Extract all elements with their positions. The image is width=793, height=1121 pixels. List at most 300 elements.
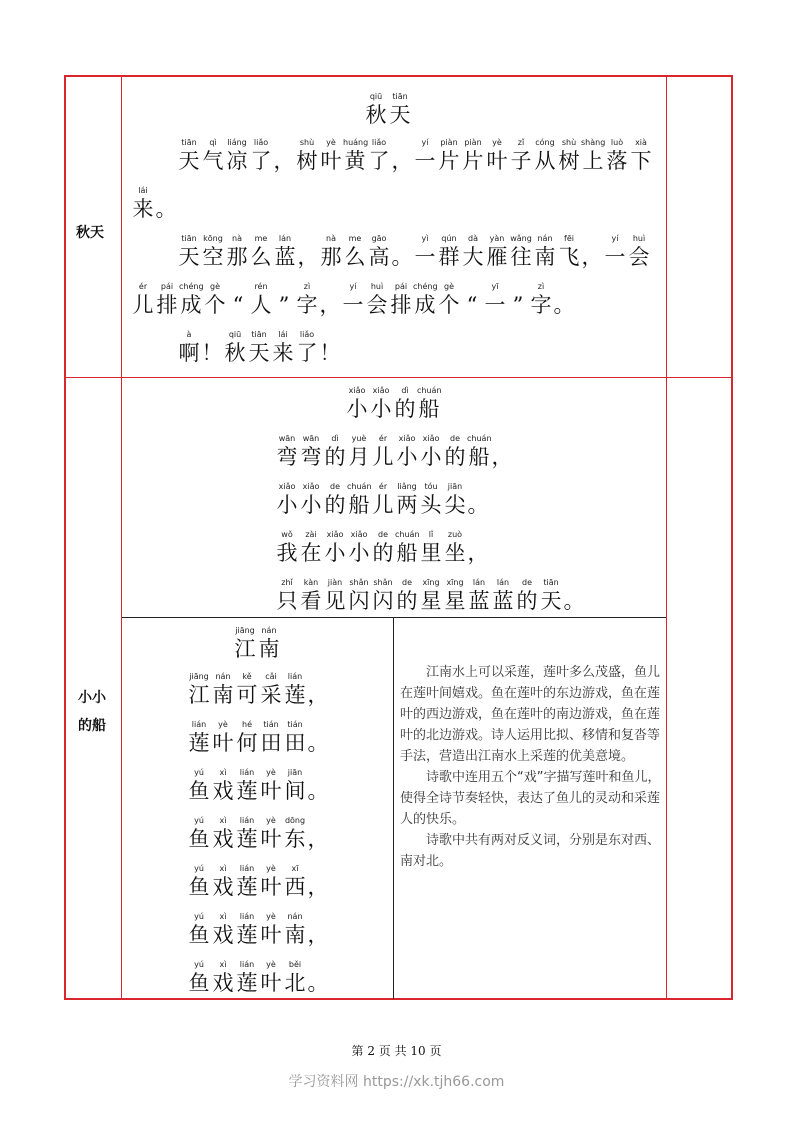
hanzi: 的 [444,445,466,469]
syllable [413,282,437,318]
pinyin: nà [326,234,336,243]
hanzi: 小 [370,397,392,421]
pinyin: ér [138,282,148,291]
syllable [437,138,461,174]
syllable [553,282,575,318]
pinyin: me [254,234,268,243]
hanzi: 群 [438,245,460,269]
pinyin: lián [239,864,255,873]
pinyin: liǎo [371,138,387,147]
syllable [201,234,225,270]
syllable [259,816,283,852]
pinyin: lián [191,720,207,729]
pinyin: yè [266,816,276,825]
syllable [249,234,273,270]
syllable [257,626,281,662]
jiangnan-line-4 [187,816,329,852]
pinyin: de [402,578,412,587]
hanzi: 戏 [212,827,234,851]
hanzi: 天 [178,245,200,269]
hanzi: 的 [394,397,416,421]
pinyin: gè [444,282,454,291]
pinyin: wǎng [510,234,532,243]
hanzi: 东 [284,827,306,851]
pinyin: tiān [181,234,197,243]
pinyin: yàn [489,234,505,243]
hanzi: 一 [484,293,506,317]
syllable [483,282,507,318]
description-paragraph-2: 诗歌中连用五个“戏”字描写莲叶和鱼儿，使得全诗节奏轻快，表达了鱼儿的灵动和采莲人的快乐。 [400,770,661,827]
syllable [233,626,257,662]
pinyin: zhǐ [281,578,293,587]
hanzi: 采 [260,683,282,707]
jiangnan-description [400,662,662,872]
pinyin: zì [303,282,311,291]
hanzi: 。 [553,293,575,317]
hanzi: 大 [462,245,484,269]
syllable [299,530,323,566]
hanzi: 莲 [236,923,258,947]
pinyin [467,482,489,492]
pinyin [553,282,575,292]
pinyin: yuè [351,434,367,443]
syllable [364,92,388,128]
hanzi: 片 [438,149,460,173]
pinyin: tiān [392,92,408,101]
pinyin: jiān [287,768,303,777]
pinyin: tián [287,720,303,729]
hanzi: 人 [250,293,272,317]
syllable [307,960,329,996]
pinyin: huáng [343,138,369,147]
pinyin [563,578,585,588]
pinyin: huì [632,234,646,243]
pinyin: ér [378,482,388,491]
syllable [307,672,329,708]
hanzi: 气 [202,149,224,173]
hanzi: 。 [467,493,489,517]
pinyin: tiān [543,578,559,587]
pinyin: qì [209,138,217,147]
pinyin: wān [302,434,320,443]
pinyin: lǐ [428,530,434,539]
pinyin [467,530,489,540]
hanzi: 弯 [300,445,322,469]
hanzi: 叶 [260,827,282,851]
pinyin: hé [242,720,252,729]
syllable [419,578,443,614]
syllable [419,530,443,566]
hanzi: 西 [284,875,306,899]
syllable [509,234,533,270]
syllable [391,234,413,270]
pinyin: lán [278,234,292,243]
syllable [539,578,563,614]
autumn-line-1 [177,138,653,174]
pinyin: lián [287,672,303,681]
pinyin: xiǎo [326,530,344,539]
syllable [515,578,539,614]
watermark-text: 学习资料网 https://xk.tjh66.com [288,1074,505,1090]
pinyin: nán [261,626,277,635]
hanzi: 南 [284,923,306,947]
hanzi: 戏 [212,923,234,947]
pinyin: yí [349,282,357,291]
hanzi: 鱼 [188,923,210,947]
syllable [467,434,491,470]
table-border-right [731,75,733,1000]
syllable [155,186,177,222]
pinyin: xì [219,912,227,921]
syllable [283,816,307,852]
syllable [235,816,259,852]
pinyin [581,234,603,244]
pinyin: shǎn [349,578,369,587]
syllable [437,234,461,270]
pinyin: gè [210,282,220,291]
syllable [283,912,307,948]
pinyin: wǒ [281,530,293,539]
syllable [413,138,437,174]
syllable [283,768,307,804]
syllable [283,720,307,756]
syllable [299,578,323,614]
hanzi: 。 [155,197,177,221]
hanzi: 的 [324,493,346,517]
hanzi: 我 [276,541,298,565]
hanzi: ， [307,875,329,899]
hanzi: 排 [156,293,178,317]
pinyin: xì [219,960,227,969]
hanzi: 啊 [178,341,200,365]
hanzi: 来 [272,341,294,365]
pinyin [155,186,177,196]
pinyin [307,864,329,874]
pinyin: piàn [440,138,458,147]
pinyin: kàn [303,578,319,587]
syllable [369,386,393,422]
jiangnan-line-7 [187,960,329,996]
pinyin: de [450,434,460,443]
pinyin: qiū [228,330,242,339]
hanzi: 弯 [276,445,298,469]
hanzi: ” [512,293,524,317]
hanzi: 尖 [444,493,466,517]
syllable [283,960,307,996]
pinyin: me [348,234,362,243]
syllable [131,282,155,318]
pinyin: chéng [413,282,438,291]
hanzi: ， [581,245,603,269]
syllable [443,530,467,566]
pinyin: yè [266,912,276,921]
pinyin: huì [370,282,384,291]
syllable [235,672,259,708]
inner-divider-horizontal [122,617,666,618]
jiangnan-title [233,626,281,662]
hanzi: ， [307,683,329,707]
syllable [283,672,307,708]
page-number: 第 2 页 共 10 页 [351,1044,442,1058]
hanzi: 下 [630,149,652,173]
autumn-line-2 [131,186,177,222]
jiangnan-line-6 [187,912,329,948]
hanzi: 看 [300,589,322,613]
table-divider-label-col [121,75,122,1000]
hanzi: 船 [348,493,370,517]
syllable [395,530,419,566]
jiangnan-line-1 [187,672,329,708]
pinyin: nà [232,234,242,243]
hanzi: 两 [396,493,418,517]
pinyin [507,282,529,292]
pinyin: dì [401,386,409,395]
hanzi: ” [278,293,290,317]
hanzi: ， [307,827,329,851]
syllable [419,434,443,470]
hanzi: 南 [534,245,556,269]
hanzi: ， [467,541,489,565]
pinyin: xī [291,864,299,873]
syllable [275,578,299,614]
hanzi: 田 [284,731,306,755]
syllable [393,386,417,422]
hanzi: 头 [420,493,442,517]
table-divider-row [64,377,733,378]
hanzi: 儿 [132,293,154,317]
hanzi: 小 [348,541,370,565]
syllable [461,282,483,318]
pinyin: shù [299,138,315,147]
pinyin: yī [491,282,499,291]
hanzi: 叶 [212,731,234,755]
pinyin: jiāng [235,626,255,635]
pinyin: xiǎo [302,482,320,491]
hanzi: ， [307,923,329,947]
pinyin: xiǎo [372,386,390,395]
syllable [529,282,553,318]
pinyin: xì [219,816,227,825]
hanzi: 叶 [260,923,282,947]
autumn-title [364,92,412,128]
hanzi: 一 [414,149,436,173]
hanzi: 戏 [212,875,234,899]
pinyin [307,720,329,730]
pinyin [307,672,329,682]
pinyin: xì [219,864,227,873]
syllable [389,282,413,318]
syllable [605,138,629,174]
hanzi: 船 [396,541,418,565]
hanzi: 一 [414,245,436,269]
hanzi: 凉 [226,149,248,173]
hanzi: 星 [444,589,466,613]
hanzi: 。 [391,245,413,269]
description-paragraph-1: 江南水上可以采莲，莲叶多么茂盛，鱼儿在莲叶间嬉戏。鱼在莲叶的东边游戏，鱼在莲叶的西边游戏，鱼在莲叶的南边游戏，鱼在莲叶的北边游戏。诗人运用比拟、移情和复沓等手法，营造出江南水上采莲的优美意境。 [400,665,661,764]
hanzi: 江 [234,637,256,661]
syllable [347,434,371,470]
syllable [295,330,319,366]
syllable [307,864,329,900]
pinyin: chuán [347,482,372,491]
pinyin: dōng [284,816,306,825]
syllable [201,138,225,174]
pinyin: nán [215,672,231,681]
pinyin: cǎi [265,672,277,681]
hanzi: 么 [250,245,272,269]
hanzi: 天 [178,149,200,173]
hanzi: 飞 [558,245,580,269]
syllable [533,234,557,270]
pinyin: liǎng [397,482,417,491]
hanzi: 的 [516,589,538,613]
pinyin [319,330,341,340]
syllable [235,864,259,900]
syllable [533,138,557,174]
pinyin: zài [305,530,317,539]
syllable [187,768,211,804]
hanzi: 戏 [212,779,234,803]
syllable [235,912,259,948]
syllable [235,720,259,756]
hanzi: 可 [236,683,258,707]
pinyin: de [522,578,532,587]
hanzi: 叶 [320,149,342,173]
syllable [249,138,273,174]
hanzi: 么 [344,245,366,269]
pinyin: yú [194,816,204,825]
pinyin: xiǎo [422,434,440,443]
syllable [275,482,299,518]
syllable [295,138,319,174]
pinyin: gāo [371,234,387,243]
pinyin: jiàn [327,578,343,587]
syllable [187,720,211,756]
pinyin: liáng [227,138,247,147]
boat-line-2 [275,482,489,518]
pinyin: liǎo [253,138,269,147]
syllable [295,282,319,318]
syllable [259,768,283,804]
pinyin: xì [219,768,227,777]
syllable [367,234,391,270]
syllable [187,816,211,852]
syllable [249,282,273,318]
hanzi: ！ [319,341,341,365]
syllable [485,138,509,174]
hanzi: 个 [204,293,226,317]
hanzi: 间 [284,779,306,803]
pinyin: yú [194,768,204,777]
pinyin: lián [239,912,255,921]
pinyin [273,282,295,292]
syllable [273,282,295,318]
syllable [225,138,249,174]
hanzi: 船 [468,445,490,469]
syllable [443,434,467,470]
pinyin: cóng [535,138,555,147]
hanzi: 见 [324,589,346,613]
boat-line-4 [275,578,585,614]
pinyin: lián [239,960,255,969]
hanzi: 蓝 [274,245,296,269]
pinyin: yú [194,912,204,921]
hanzi: 叶 [260,779,282,803]
hanzi: 来 [132,197,154,221]
syllable [491,434,513,470]
pinyin: de [378,530,388,539]
hanzi: 小 [276,493,298,517]
hanzi: 月 [348,445,370,469]
hanzi: 空 [202,245,224,269]
hanzi: 会 [628,245,650,269]
hanzi: 了 [296,341,318,365]
pinyin: xiǎo [398,434,416,443]
syllable [395,434,419,470]
hanzi: 莲 [236,875,258,899]
syllable [347,482,371,518]
pinyin: yè [218,720,228,729]
syllable [155,282,179,318]
syllable [371,482,395,518]
syllable [235,960,259,996]
syllable [371,530,395,566]
pinyin: yú [194,864,204,873]
pinyin: piàn [464,138,482,147]
syllable [225,234,249,270]
hanzi: 闪 [348,589,370,613]
pinyin [391,138,413,148]
pinyin: kōng [203,234,223,243]
pinyin [319,282,341,292]
pinyin: yè [266,960,276,969]
syllable [211,720,235,756]
hanzi: 字 [530,293,552,317]
pinyin: běi [288,960,302,969]
syllable [461,234,485,270]
syllable [283,864,307,900]
syllable [247,330,271,366]
hanzi: 了 [368,149,390,173]
hanzi: 秋 [224,341,246,365]
hanzi: 片 [462,149,484,173]
syllable [323,578,347,614]
hanzi: 莲 [188,731,210,755]
syllable [557,234,581,270]
hanzi: 田 [260,731,282,755]
pinyin [307,912,329,922]
hanzi: 。 [563,589,585,613]
syllable [177,234,201,270]
hanzi: 里 [420,541,442,565]
hanzi: 只 [276,589,298,613]
pinyin [307,960,329,970]
pinyin: nán [537,234,553,243]
hanzi: 一 [342,293,364,317]
pinyin: kě [242,672,252,681]
hanzi: 天 [389,103,411,127]
hanzi: 了 [250,149,272,173]
hanzi: “ [466,293,478,317]
pinyin: fēi [564,234,574,243]
syllable [507,282,529,318]
syllable [307,912,329,948]
syllable [187,672,211,708]
hanzi: 莲 [236,827,258,851]
hanzi: 北 [284,971,306,995]
syllable [187,960,211,996]
pinyin: yú [194,960,204,969]
